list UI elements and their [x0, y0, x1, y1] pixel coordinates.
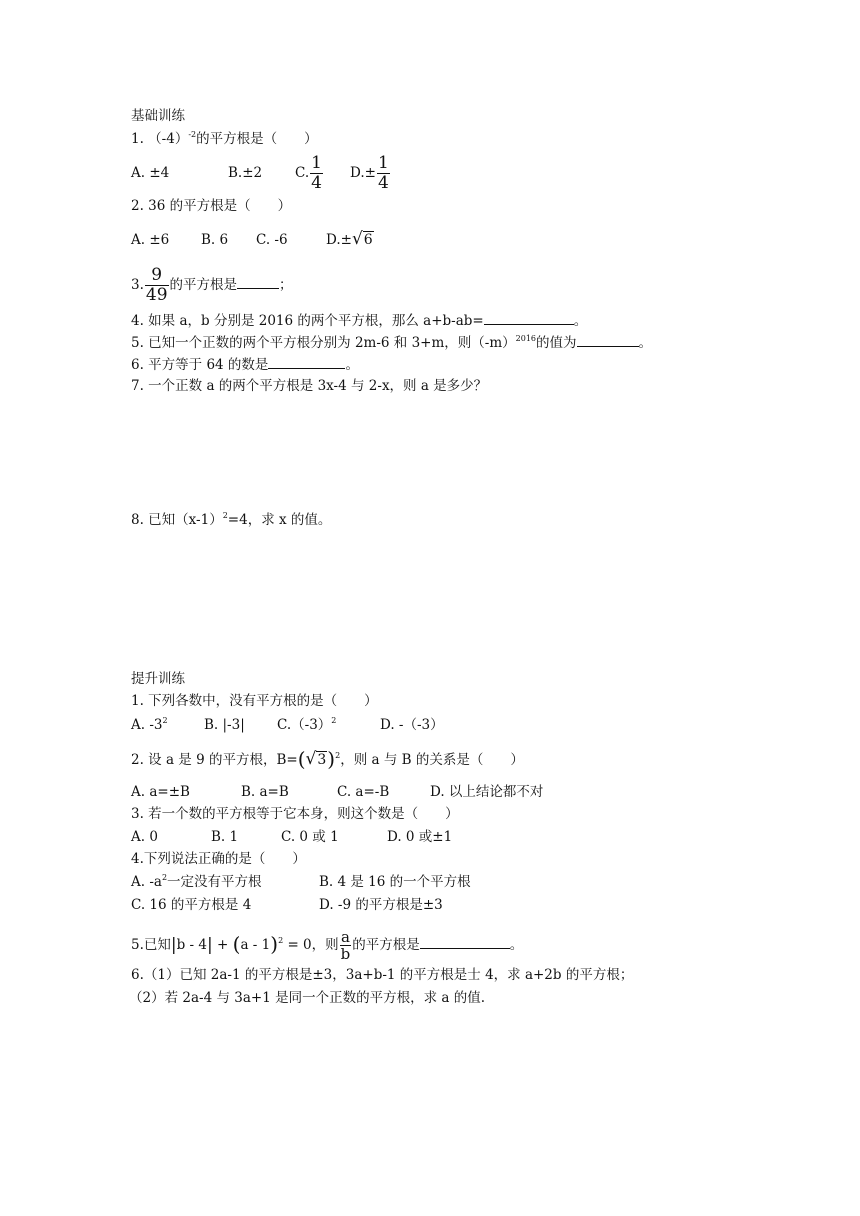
adv-q2-options [131, 783, 543, 801]
option-c: C. 16 的平方根是 4 [131, 897, 252, 913]
option-c: $C.(-3)^2$ [277, 716, 337, 733]
option-a: A. a=±B [131, 784, 190, 800]
adv-q4: 4.下列说法正确的是（ ） [131, 851, 306, 867]
basic-q4: 4. 如果 a，b 分别是 2016 的两个平方根，那么 a+b-ab= 。 [131, 313, 588, 329]
basic-q8: 8. 已知$(x-1)^2=4$，求 x 的值。 [131, 511, 332, 528]
adv-q1-options [131, 716, 444, 734]
option-d: D.±√6 [326, 229, 373, 249]
answer-blank[interactable] [237, 275, 279, 289]
option-c: C. -6 [256, 232, 288, 248]
option-a: A. ±4 [131, 165, 170, 181]
option-a: A. 0 [131, 829, 158, 845]
option-d: D. -9 的平方根是±3 [319, 897, 443, 913]
adv-q4-options-ab [131, 873, 471, 891]
answer-blank[interactable] [577, 333, 639, 347]
adv-q5: 5.已知|b - 4| + (a - 1)$^2$ = 0，则 $\frac{a}{b}$ 的平方根是 。 [131, 928, 524, 963]
option-b: B. 1 [211, 829, 239, 845]
adv-q3: 3. 若一个数的平方根等于它本身，则这个数是（ ） [131, 806, 459, 822]
option-a: A. $-a^2$一定没有平方根 [131, 873, 262, 890]
option-c: C. $\frac{1}{4}$ [295, 153, 322, 193]
option-b: B. 6 [201, 232, 229, 248]
basic-q5: 5. 已知一个正数的两个平方根分别为 2m-6 和 3+m，则$(-m)^{2016}$的值为 。 [131, 334, 653, 351]
basic-q6: 6. 平方等于 64 的数是 。 [131, 357, 359, 373]
answer-blank[interactable] [268, 355, 345, 369]
section-title-basic: 基础训练 [131, 108, 185, 124]
basic-q2: 2. 36 的平方根是（ ） [131, 198, 292, 214]
adv-q6-part2: （2）若 2a-4 与 3a+1 是同一个正数的平方根，求 a 的值. [129, 990, 486, 1006]
adv-q2: 2. 设 a 是 9 的平方根，$B=(√3)^2$，则 a 与 B 的关系是（ ） [131, 747, 524, 771]
option-c: C. a=-B [337, 784, 390, 800]
option-b: B. |-3| [204, 717, 245, 733]
option-b: B.±2 [228, 165, 263, 181]
option-d: D. 0 或±1 [387, 829, 453, 845]
option-b: B. 4 是 16 的一个平方根 [319, 874, 471, 890]
option-d: D. -（-3） [380, 717, 444, 733]
section-title-advanced: 提升训练 [131, 671, 185, 687]
basic-q3: 3. $\frac{9}{49}$ 的平方根是 ； [131, 265, 293, 305]
answer-blank[interactable] [420, 935, 510, 949]
option-a: A. $-3^2$ [131, 716, 168, 733]
answer-blank[interactable] [484, 311, 574, 325]
option-b: B. a=B [241, 784, 289, 800]
option-d: D.± $\frac{1}{4}$ [350, 153, 389, 193]
basic-q7: 7. 一个正数 a 的两个平方根是 3x-4 与 2-x，则 a 是多少？ [131, 378, 488, 394]
basic-q1: 1. $(-4)^{-2}$的平方根是（ ） [131, 130, 318, 147]
basic-q2-options [131, 230, 374, 249]
adv-q6-part1: 6.（1）已知 2a-1 的平方根是±3，3a+b-1 的平方根是士 4，求 a+2b 的平方根； [131, 967, 634, 983]
option-a: A. ±6 [131, 232, 170, 248]
adv-q3-options [131, 828, 452, 846]
option-d: D. 以上结论都不对 [430, 784, 544, 800]
adv-q1: 1. 下列各数中，没有平方根的是（ ） [131, 693, 378, 709]
basic-q1-options [131, 154, 391, 193]
option-c: C. 0 或 1 [281, 829, 339, 845]
adv-q4-options-cd [131, 896, 443, 914]
